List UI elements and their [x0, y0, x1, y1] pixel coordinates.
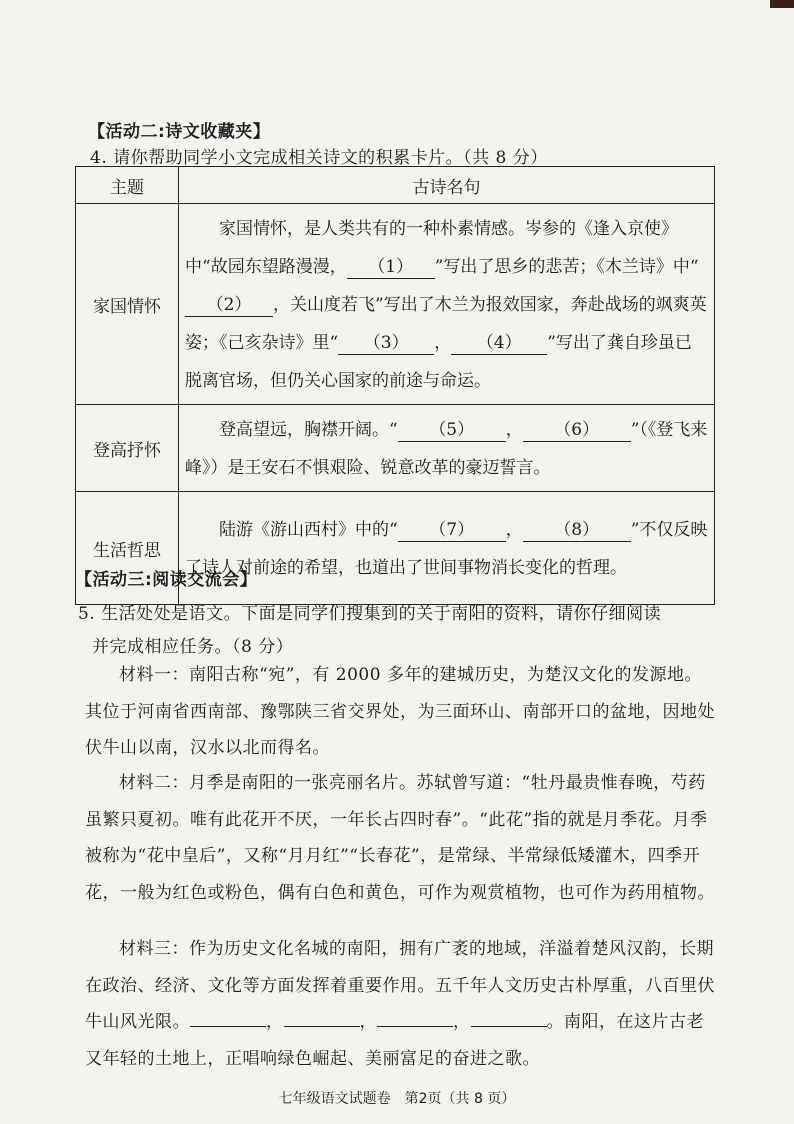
poetry-card-table [75, 166, 715, 605]
poem-cell [179, 204, 715, 405]
scan-edge-mark [770, 0, 794, 8]
poem-cell [179, 405, 715, 492]
poem-cell [179, 492, 715, 605]
answer-blank[interactable] [471, 1010, 547, 1027]
blank-8[interactable]: （8） [523, 519, 631, 542]
topic-cell: 生活哲思 [76, 492, 179, 605]
blank-6[interactable]: （6） [523, 419, 631, 442]
material-2: 材料二：月季是南阳的一张亮丽名片。苏轼曾写道：“牡丹最贵惟春晚，芍药虽繁只夏初。唯有此花开不厌，一年长占四时春”。“此花”指的就是月季花。月季被称为“花中皇后”，又称“月月红”“长春花”，是常绿、半常绿低矮灌木，四季开花，一般为红色或粉色，偶有白色和黄色，可作为观赏植物，也可作为药用植物。 [85, 773, 715, 903]
poem-text: 陆游《游山西村》中的“ [219, 520, 398, 540]
poem-text: ”写出了思乡的悲苦；《木兰诗》中“ [434, 257, 699, 277]
table-row [76, 204, 715, 405]
header-lines: 古诗名句 [179, 167, 715, 204]
blank-7[interactable]: （7） [398, 519, 506, 542]
question-5-prompt-line1: 5. 生活处处是语文。下面是同学们搜集到的关于南阳的资料，请你仔细阅读 [78, 604, 662, 624]
poem-text: ”写出了龚自珍虽已脱离官场，但仍关心国家的前途与命运。 [185, 333, 692, 391]
material-3 [85, 931, 715, 1077]
question-5-prompt-line2: 并完成相应任务。（8 分） [92, 637, 294, 657]
answer-blank[interactable] [377, 1010, 453, 1027]
poem-text: 登高望远，胸襟开阔。“ [219, 420, 398, 440]
poem-text: ， [505, 520, 523, 540]
material-3-text: 。 [546, 1012, 564, 1032]
material-3-text: ， [453, 1012, 471, 1032]
blank-2[interactable]: （2） [185, 294, 273, 317]
blank-1[interactable]: （1） [347, 256, 435, 279]
material-3-text: 材料三：作为历史文化名城的南阳，拥有广袤的地域，洋溢着楚风汉韵，长期在政治、经济、文化等方面发挥着重要作用。五千年人文历史古朴厚重，八百里伏牛山风光限。 [85, 939, 715, 1032]
header-topic: 主题 [76, 167, 179, 204]
blank-5[interactable]: （5） [398, 419, 506, 442]
material-3-text: ， [266, 1012, 284, 1032]
poem-text: ”不仅反映了诗人对前途的希望，也道出了世间事物消长变化的哲理。 [185, 520, 708, 578]
page-footer: 七年级语文试题卷 第2页（共 8 页） [278, 1091, 516, 1107]
material-1: 材料一：南阳古称“宛”，有 2000 多年的建城历史，为楚汉文化的发源地。其位于河南省西南部、豫鄂陕三省交界处，为三面环山、南部开口的盆地，因地处伏牛山以南，汉水以北而得名。 [85, 665, 715, 758]
poem-text: ”（《登飞来峰》）是王安石不惧艰险、锐意改革的豪迈誓言。 [185, 420, 708, 478]
table-row [76, 405, 715, 492]
answer-blank[interactable] [284, 1010, 360, 1027]
poem-text: ， [505, 420, 523, 440]
activity2-title: 【活动二:诗文收藏夹】 [88, 122, 271, 142]
blank-4[interactable]: （4） [451, 332, 547, 355]
poem-text: ，关山度若飞”写出了木兰为报效国家，奔赴战场的飒爽英姿；《己亥杂诗》里“ [185, 295, 707, 353]
material-3-text: 南阳，在这片古老又年轻的土地上，正唱响绿色崛起、美丽富足的奋进之歌。 [85, 1012, 704, 1069]
question-4-prompt: 4. 请你帮助同学小文完成相关诗文的积累卡片。（共 8 分） [90, 148, 548, 168]
table-header-row [76, 167, 715, 204]
poem-text: ， [434, 333, 452, 353]
blank-3[interactable]: （3） [338, 332, 434, 355]
material-3-text: ， [359, 1012, 377, 1032]
topic-cell: 登高抒怀 [76, 405, 179, 492]
activity3-title: 【活动三:阅读交流会】 [75, 570, 258, 590]
answer-blank[interactable] [190, 1010, 266, 1027]
poem-text: 家国情怀，是人类共有的一种朴素情感。岑参的《逢入京使》中“故园东望路漫漫， [185, 219, 678, 277]
topic-cell: 家国情怀 [76, 204, 179, 405]
